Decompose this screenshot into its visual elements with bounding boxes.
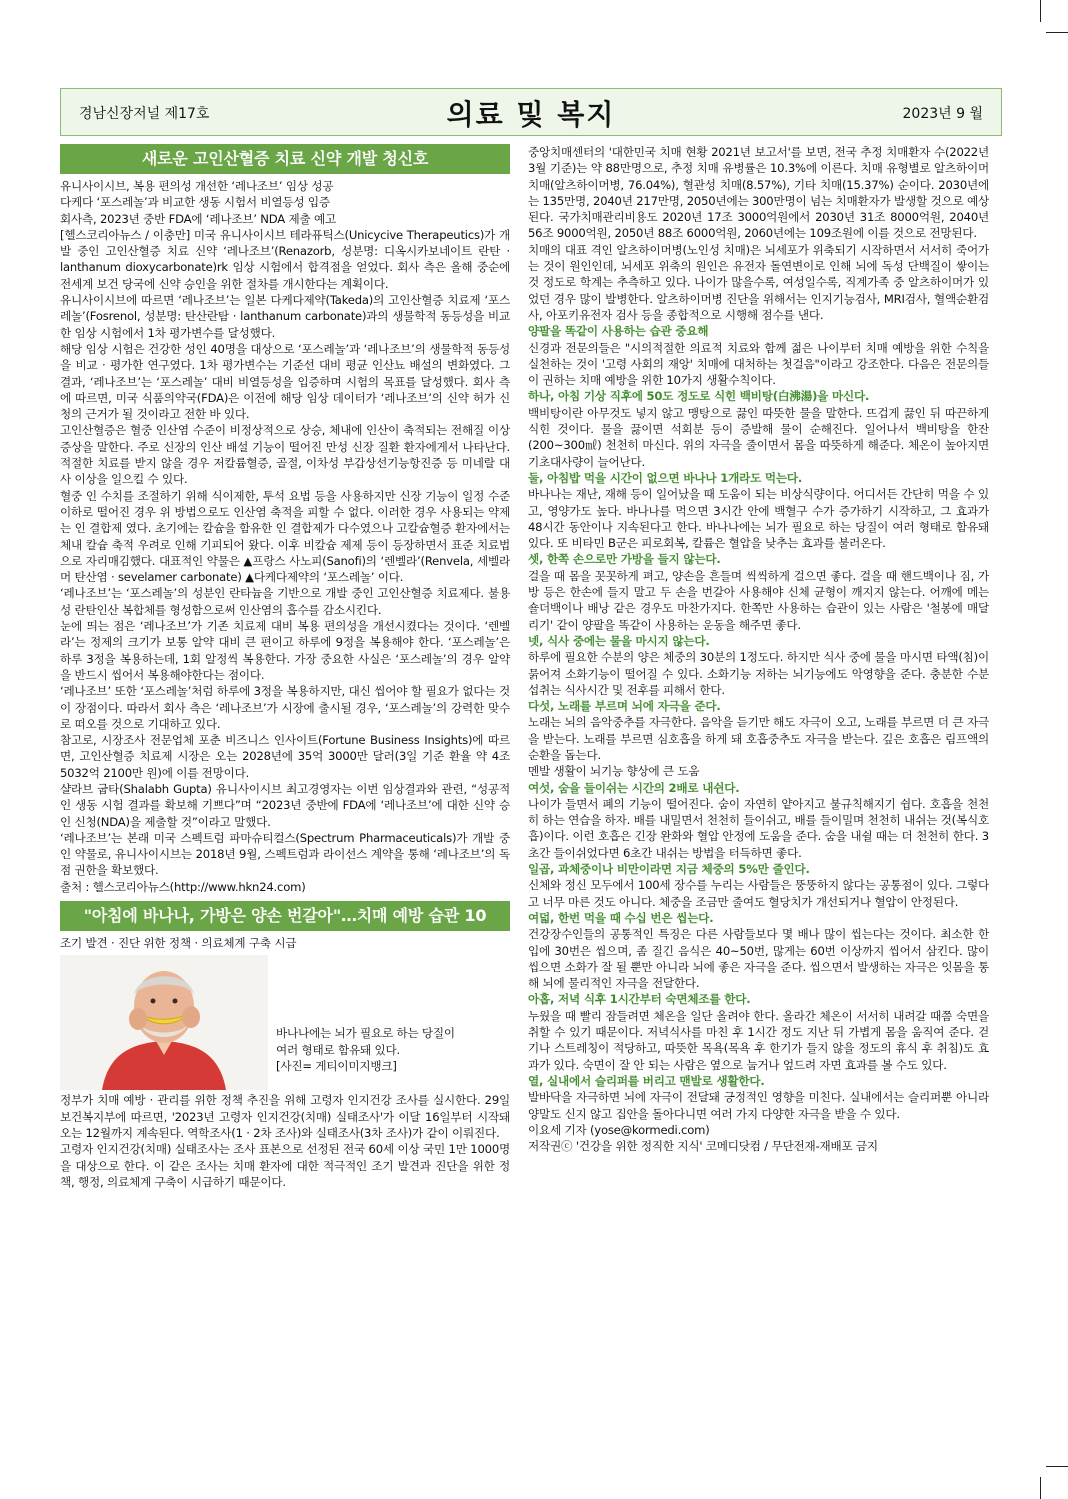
caption-credit: [사진= 게티이미지뱅크] <box>276 1058 397 1073</box>
tip-text-8: 건강장수인들의 공통적인 특징은 다른 사람들보다 몇 배나 많이 씹는다는 것이다. 최소한 한 입에 30번은 씹으며, 좀 질긴 음식은 40~50번, 많게는 60번 이상까지 씹어서 삼킨다. 많이 씹으면 소화가 잘 될 뿐만 아니라 뇌에 좋은 자극을 준다. 씹으면서 발생하는 자극은 잇몸을 통해 뇌에 물리적인 자극을 전달한다. <box>528 927 989 991</box>
article1-p2: 유니사이시브에 따르면 ‘레나조브’는 일본 다케다제약(Takeda)의 고인산혈증 치료제 ‘포스레놀’(Fosrenol, 성분명: 탄산란탐 · lanthanum carbonate)과의 생물학적 동등성을 비교한 임상 시험에서 1차 평가변수를 달성했다. <box>60 293 510 340</box>
article1-title: 새로운 고인산혈증 치료 신약 개발 청신호 <box>60 144 510 174</box>
tip-text-4: 하루에 필요한 수분의 양은 체중의 30분의 1정도다. 하지만 식사 중에 물을 마시면 타액(침)이 묽어져 소화기능이 떨어질 수 있다. 소화기능 저하는 뇌기능에도 악영향을 준다. 충분한 수분 섭취는 식사시간 및 전후를 피해서 한다. <box>528 650 989 697</box>
article1-p3: 해당 임상 시험은 건강한 성인 40명을 대상으로 ‘포스레놀’과 ‘레나조브’의 생물학적 동등성을 비교 · 평가한 연구였다. 1차 평가변수는 기준선 대비 평균 인산뇨 배설의 변화였다. 그 결과, ‘레나조브’는 ‘포스레놀’ 대비 비열등성을 입증하며 시험의 목표를 달성했다. 회사 측에 따르면, 미국 식품의약국(FDA)은 이전에 해당 임상 데이터가 ‘레나조브’의 신약 허가 신청의 근거가 될 것이라고 전한 바 있다. <box>60 341 510 422</box>
tip-text-7: 신체와 정신 모두에서 100세 장수를 누리는 사람들은 뚱뚱하지 않다는 공통점이 있다. 그렇다고 너무 마른 것도 아니다. 체중을 조금만 줄여도 혈당치가 개선되거나 혈압이 안정된다. <box>528 878 989 909</box>
byline: 이요세 기자 (yose@kormedi.com) <box>528 1122 710 1137</box>
crop-mark-bottom-right-v <box>1040 1477 1041 1499</box>
crop-mark-bottom-right-h <box>1046 1466 1068 1467</box>
photo-block <box>60 955 510 1090</box>
tip-heading-4: 넷, 식사 중에는 물을 마시지 않는다. <box>528 633 710 648</box>
tip-text-5b: 멘발 생활이 뇌기능 향상에 큰 도움 <box>528 764 700 779</box>
tip-heading-5: 다섯, 노래를 부르며 뇌에 자극을 준다. <box>528 699 721 714</box>
tip-heading-7: 일곱, 과체중이나 비만이라면 지금 체중의 5%만 줄인다. <box>528 862 810 877</box>
copyright-notice: 저작권ⓒ '건강을 위한 정직한 지식' 코메디닷컴 / 무단전재-재배포 금지 <box>528 1139 878 1154</box>
crop-mark-top-right-v <box>1040 0 1041 22</box>
masthead <box>60 88 1002 136</box>
tip-heading-2: 둘, 아침밥 먹을 시간이 없으면 바나나 1개라도 먹는다. <box>528 470 803 485</box>
article1-p7: 눈에 띄는 점은 ‘레나조브’가 기존 치료제 대비 복용 편의성을 개선시켰다는 것이다. ‘렌벨라’는 정제의 크기가 보통 알약 대비 큰 편이고 하루에 9정을 복용해야 한다. ‘포스레놀’은 하루 3정을 복용하는데, 1회 알정씩 복용한다. 가장 중요한 사실은 ‘포스레놀’의 경우 알약을 반드시 씹어서 복용해야한다는 점이다. <box>60 619 510 682</box>
article2-r2: 치매의 대표 격인 알츠하이머병(노인성 치매)은 뇌세포가 위축되기 시작하면서 서서히 죽어가는 것이 원인인데, 뇌세포 위축의 원인은 유전자 돌연변이로 인해 뇌에 독성 단백질이 쌓이는 것 정도로 학계는 추측하고 있다. 나이가 많을수록, 여성일수록, 직계가족 중 알츠하이머가 있었던 경우 많이 발병한다. 알츠하이머병 진단을 위해서는 인지기능검사, MRI검사, 혈액순환검사, 아포키유전자 검사 등을 종합적으로 시행해 점수를 낸다. <box>528 242 989 322</box>
article1-p6: ‘레나조브’는 ‘포스레놀’의 성분인 란타늄을 기반으로 개발 중인 고인산혈증 치료제다. 불용성 란탄인산 복합체를 형성함으로써 인산염의 흡수를 감소시킨다. <box>60 586 510 617</box>
tip-heading-10: 열, 실내에서 슬리퍼를 버리고 맨발로 생활한다. <box>528 1073 765 1088</box>
article1-sub3: 회사측, 2023년 중반 FDA에 ‘레나조브’ NDA 제출 예고 <box>60 211 337 226</box>
left-column <box>60 144 510 1190</box>
article1-p11: ‘레나조브’는 본래 미국 스펙트럼 파마슈티컬스(Spectrum Pharmaceuticals)가 개발 중인 약물로, 유니사이시브는 2018년 9월, 스펙트럼과 라이선스 계약을 통해 ‘레나조브’의 독점 권한을 확보했다. <box>60 830 510 878</box>
right-column <box>528 144 989 1154</box>
caption-line1: 바나나에는 뇌가 필요로 하는 당질이 <box>276 1026 455 1041</box>
caption-line2: 여러 형태로 함유돼 있다. <box>276 1042 400 1057</box>
tip-text-10: 발바닥을 자극하면 뇌에 자극이 전달돼 긍정적인 영향을 미친다. 실내에서는 슬리퍼뿐 아니라 양말도 신지 않고 집안을 돌아다니면 여러 가지 다양한 자극을 받을 수 있다. <box>528 1090 989 1121</box>
banana-photo <box>60 955 268 1090</box>
article2-r3: 신경과 전문의들은 "시의적절한 의료적 치료와 함께 젊은 나이부터 치매 예방을 위한 수칙을 실천하는 것이 '고령 사회의 재앙' 치매에 대처하는 첫걸음"이라고 강조한다. 다음은 전문의들이 권하는 치매 예방을 위한 10가지 생활수칙이다. <box>528 340 989 388</box>
article1-p4: 고인산혈증은 혈중 인산염 수준이 비정상적으로 상승, 체내에 인산이 축적되는 전해질 이상 증상을 말한다. 주로 신장의 인산 배설 기능이 떨어진 만성 신장 질환 환자에게서 나타난다. 적절한 치료를 받지 않을 경우 저칼륨혈증, 골절, 이차성 부갑상선기능항진증 등 미네랄 대사 이상을 일으킬 수 있다. <box>60 423 510 487</box>
article2-p2: 고령자 인지건강(치매) 실태조사는 조사 표본으로 선정된 전국 60세 이상 국민 1만 1000명을 대상으로 한다. 이 같은 조사는 치매 환자에 대한 적극적인 조기 발견과 진단을 위한 정책, 행정, 의료체계 구축이 시급하기 때문이다. <box>60 1142 510 1189</box>
section-title: 의료 및 복지 <box>446 98 616 131</box>
article1-p5: 혈중 인 수치를 조절하기 위해 식이제한, 투석 요법 등을 사용하지만 신장 기능이 일정 수준 이하로 떨어진 경우 위 방법으로도 인산염 축적을 피할 수 없다. 이러한 경우 사용되는 약제는 인 결합제 였다. 초기에는 칼슘을 함유한 인 결합제가 다수였으나 고칼슘혈증 환자에서는 체내 칼슘 축적 우려로 인해 기피되어 왔다. 이후 비칼슘 제제 등이 등장하면서 표준 치료법으로 자리매김했다. 대표적인 약물은 ▲프랑스 사노피(Sanofi)의 ‘렌벨라’(Renvela, 세벨라머 탄산염 · sevelamer carbonate) ▲다케다제약의 ‘포스레놀’ 이다. <box>60 488 510 585</box>
article2-subtitle: 조기 발견 · 진단 위한 정책 · 의료체계 구축 시급 <box>60 936 297 951</box>
heading-intro: 양팔을 똑같이 사용하는 습관 중요해 <box>528 324 709 339</box>
photo-caption <box>276 955 455 1090</box>
tip-text-3: 걸을 때 몸을 꼿꼿하게 펴고, 양손을 흔들며 씩씩하게 걸으면 좋다. 걸을 때 핸드백이나 짐, 가방 등은 한손에 들지 말고 두 손을 번갈아 사용해야 신체 균형이 깨지지 않는다. 어깨에 메는 숄더백이나 배낭 같은 경우도 마찬가지다. 한쪽만 사용하는 습관이 있는 사람은 '철봉에 매달리기' 같이 양팔을 똑같이 사용하는 운동을 해주면 좋다. <box>528 568 989 632</box>
article1-sub1: 유니사이시브, 복용 편의성 개선한 ‘레나조브’ 임상 성공 <box>60 179 334 193</box>
article1-source: 출처 : 헬스코리아뉴스(http://www.hkn24.com) <box>60 879 306 894</box>
publication-name: 경남신장저널 제17호 <box>79 106 210 122</box>
article2-p1: 정부가 치매 예방 · 관리를 위한 정책 추진을 위해 고령자 인지건강 조사를 실시한다. 29일 보건복지부에 따르면, '2023년 고령자 인지건강(치매) 실태조사'가 이달 16일부터 시작돼 오는 12월까지 계속된다. 역학조사(1 · 2차 조사)와 실태조사(3차 조사)가 같이 이뤄진다. <box>60 1093 510 1140</box>
tip-heading-9: 아홉, 저녁 식후 1시간부터 숙면체조를 한다. <box>528 992 751 1007</box>
tip-text-2: 바나나는 재난, 재해 등이 일어났을 때 도움이 되는 비상식량이다. 어디서든 간단히 먹을 수 있고, 영양가도 높다. 바나나를 먹으면 3시간 안에 백혈구 수가 증가하기 시작하고, 그 효과가 48시간 동안이나 지속된다고 한다. 바나나에는 뇌가 필요로 하는 당질이 여러 형태로 함유돼 있다. 또 비타민 B군은 피로회복, 칼륨은 혈압을 낮추는 효과를 불러온다. <box>528 487 989 551</box>
article1-sub2: 다케다 ‘포스레놀’과 비교한 생동 시험서 비열등성 입증 <box>60 195 330 210</box>
tip-text-5: 노래는 뇌의 음악중추를 자극한다. 음악을 듣기만 해도 자극이 오고, 노래를 부르면 더 큰 자극을 받는다. 노래를 부르면 심호흡을 하게 돼 호흡중추도 자극을 받는다. 깊은 호흡은 림프액의 순환을 돕는다. <box>528 715 989 762</box>
tip-heading-8: 여덟, 한번 먹을 때 수십 번은 씹는다. <box>528 910 714 925</box>
crop-mark-top-right-h <box>1046 32 1068 33</box>
article2-r1: 중앙치매센터의 '대한민국 치매 현황 2021년 보고서'를 보면, 전국 추정 치매환자 수(2022년 3월 기준)는 약 88만명으로, 추정 치매 유병률은 10.3%에 이른다. 치매 유형별로 알츠하이머 치매(알츠하이머병, 76.04%), 혈관성 치매(8.57%), 기타 치매(15.37%) 순이다. 2030년에는 135만명, 2040년 217만명, 2050년에는 300만명이 넘는 치매환자가 발생할 것으로 예상된다. 국가치매관리비용도 2020년 17조 3000억원에서 2030년 31조 8000억원, 2040년 56조 9000억원, 2050년 88조 6000억원, 2060년에는 109조원에 이를 것으로 전망된다. <box>528 145 989 241</box>
tip-heading-3: 셋, 한쪽 손으로만 가방을 들지 않는다. <box>528 552 721 567</box>
article1-p9: 참고로, 시장조사 전문업체 포춘 비즈니스 인사이트(Fortune Business Insights)에 따르면, 고인산혈증 치료제 시장은 오는 2028년에 35억 3000만 달러(3일 기준 환율 약 4조 5032억 2100만 원)에 이를 전망이다. <box>60 733 510 780</box>
tip-text-9: 누웠을 때 빨리 잠들려면 체온을 일단 올려야 한다. 올라간 체온이 서서히 내려갈 때쯤 숙면을 취할 수 있기 때문이다. 저녁식사를 마친 후 1시간 정도 지난 뒤 가볍게 몸을 움직여 준다. 걷기나 스트레칭이 적당하고, 따뜻한 목욕(목욕 후 한기가 들지 않을 정도의 휴식 후 취침)도 효과가 있다. 숙면이 잘 안 되는 사람은 옆으로 눕거나 엎드려 자면 효과를 볼 수도 있다. <box>528 1008 989 1072</box>
tip-heading-6: 여섯, 숨을 들이쉬는 시간의 2배로 내쉰다. <box>528 780 740 795</box>
tip-text-6: 나이가 들면서 폐의 기능이 떨어진다. 숨이 자연히 얕아지고 불규칙해지기 쉽다. 호흡을 천천히 하는 연습을 하자. 배를 내밀면서 천천히 들이쉬고, 배를 들이밀며 천천히 내쉬는 것(복식호흡)이다. 이런 호흡은 긴장 완화와 혈압 안정에 도움을 준다. 숨을 내쉴 때는 더 천천히 한다. 3초간 들이쉬었다면 6초간 내쉬는 방법을 터득하면 좋다. <box>528 796 989 860</box>
issue-date: 2023년 9 월 <box>902 106 983 122</box>
article1-p1: [헬스코리아뉴스 / 이충만] 미국 유니사이시브 테라퓨틱스(Unicycive Therapeutics)가 개발 중인 고인산혈증 치료 신약 ‘레나조브’(Renazorb, 성분명: 디옥시카보네이트 란탄 · lanthanum dioxycarbonate)rk 임상 시험에서 합격점을 얻었다. 회사 측은 올해 중순에 전세계 보건 당국에 신약 승인을 위한 절차를 개시한다는 계획이다. <box>60 227 510 291</box>
tip-text-1: 백비탕이란 아무것도 넣지 않고 맹탕으로 끓인 따뜻한 물을 말한다. 뜨겁게 끓인 뒤 따끈하게 식힌 것이다. 물을 끓이면 석회분 등이 증발해 물이 순해진다. 일어나서 백비탕을 한잔(200~300㎖) 천천히 마신다. 위의 자극을 줄이면서 몸을 따뜻하게 해준다. 체온이 높아지면 기초대사량이 늘어난다. <box>528 405 989 469</box>
banana-photo-icon <box>60 955 268 1090</box>
article1-p8: ‘레나조브’ 또한 ‘포스레놀’처럼 하루에 3정을 복용하지만, 대신 씹어야 할 필요가 없다는 것이 장점이다. 따라서 회사 측은 ‘레나조브’가 시장에 출시될 경우, ‘포스레놀’의 강력한 맞수로 떠오를 것으로 기대하고 있다. <box>60 684 510 731</box>
article2-title: "아침에 바나나, 가방은 양손 번갈아"…치매 예방 습관 10 <box>60 901 510 931</box>
tip-heading-1: 하나, 아침 기상 직후에 50도 정도로 식힌 백비탕(白沸湯)을 마신다. <box>528 389 870 404</box>
article1-p10: 샬라브 굽타(Shalabh Gupta) 유니사이시브 최고경영자는 이번 임상결과와 관련, “성공적인 생동 시험 결과를 확보해 기쁘다”며 “2023년 중반에 FDA에 ‘레나조브’에 대한 신약 승인 신청(NDA)을 제출할 것”이라고 말했다. <box>60 781 510 829</box>
